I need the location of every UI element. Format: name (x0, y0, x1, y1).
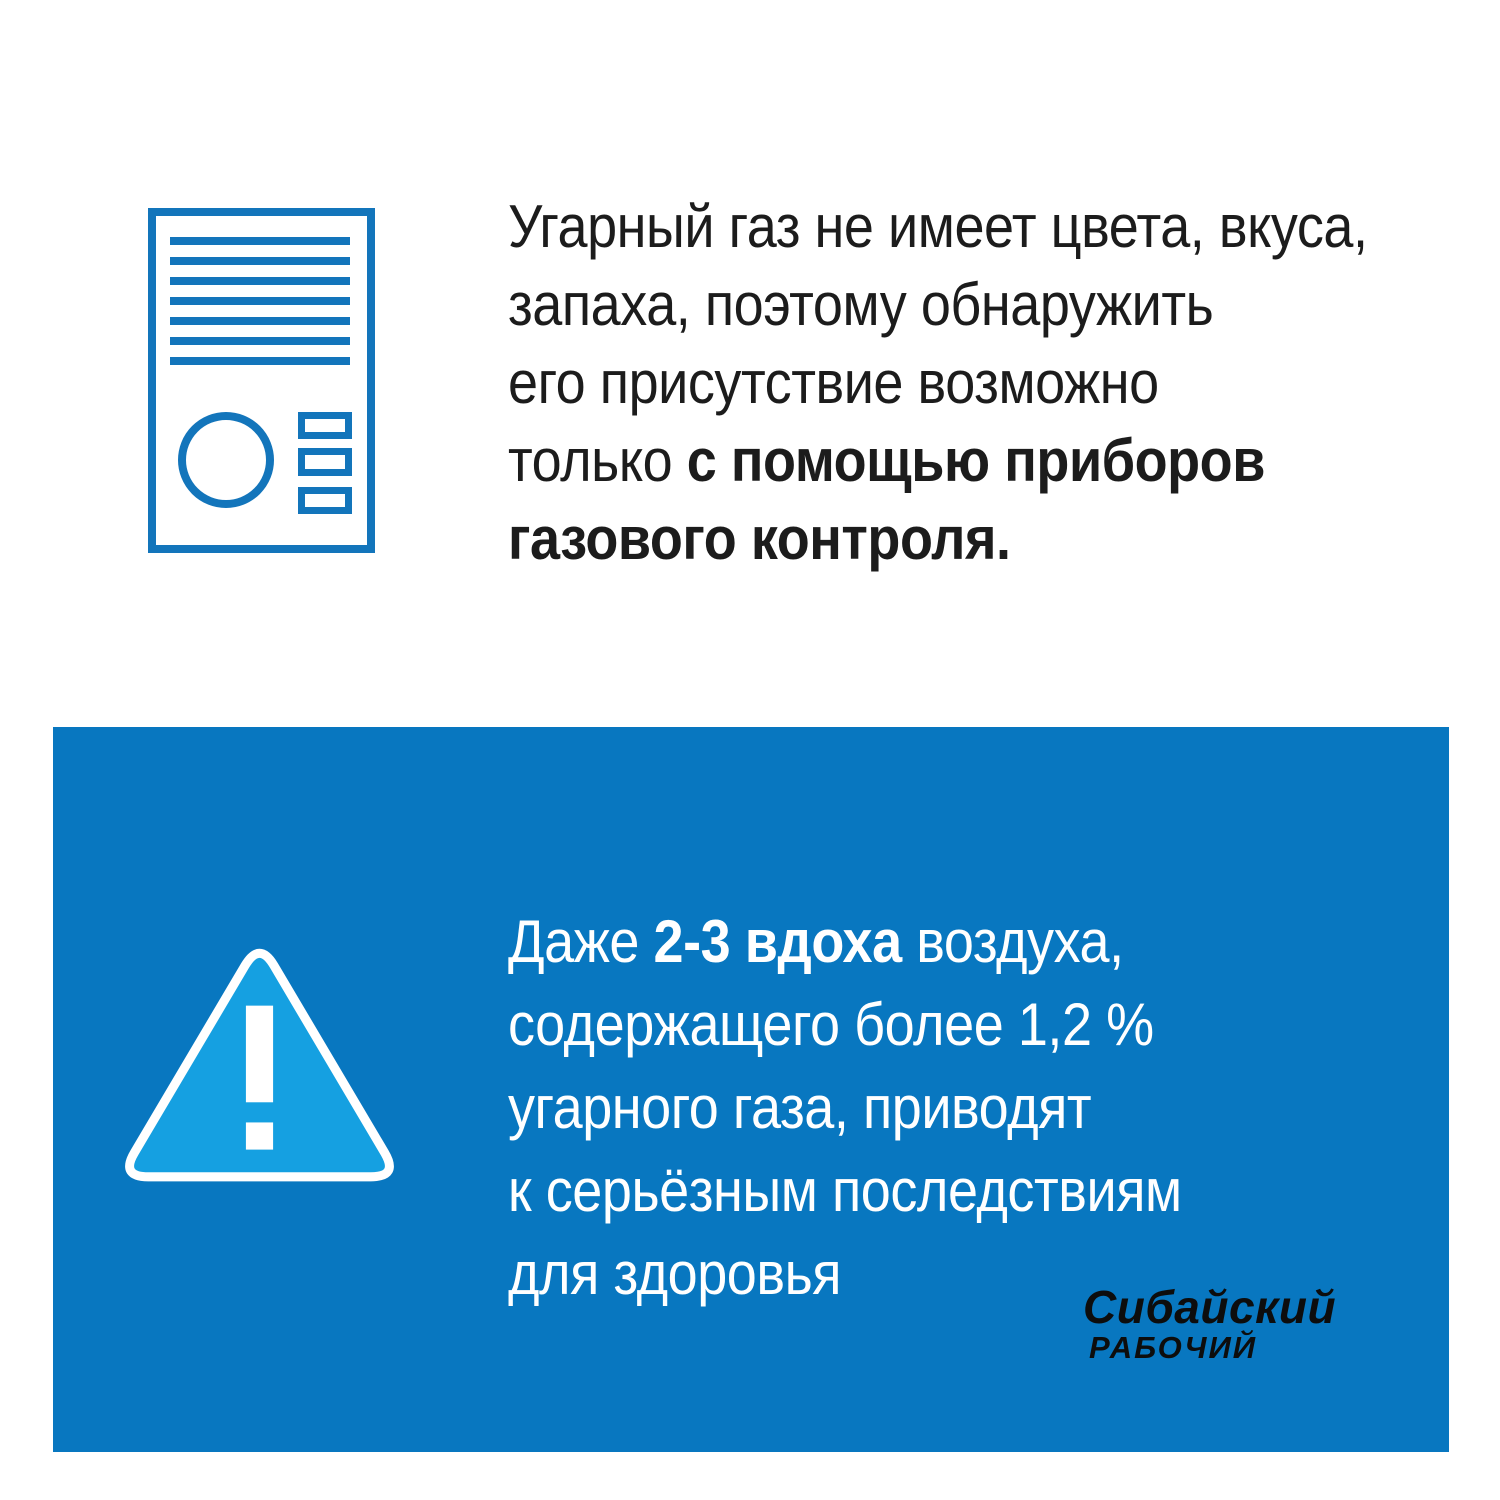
top-paragraph (508, 188, 1498, 578)
logo-line-1: Сибайский (1083, 1281, 1337, 1333)
text-run: запаха, поэтому обнаружить (508, 271, 1214, 338)
text-run: угарного газа, приводят (508, 1074, 1092, 1141)
text-run: только (508, 427, 687, 494)
top-paragraph-line (508, 500, 1498, 578)
warning-exclamation-icon (111, 927, 408, 1191)
text-run: Угарный газ не имеет цвета, вкуса, (508, 193, 1368, 260)
logo-line-2: РАБОЧИЙ (1089, 1330, 1258, 1365)
top-paragraph-line (508, 188, 1498, 266)
top-paragraph-line (508, 422, 1498, 500)
top-paragraph-line (508, 344, 1498, 422)
top-paragraph-line (508, 266, 1498, 344)
text-run: его присутствие возможно (508, 349, 1159, 416)
document-report-icon (148, 208, 375, 553)
text-run: содержащего более 1,2 % (508, 991, 1154, 1058)
text-run-bold: газового контроля. (508, 505, 1011, 572)
text-run: воздуха, (901, 908, 1124, 975)
text-run: Даже (508, 908, 654, 975)
warning-panel (53, 727, 1449, 1452)
sibaysky-rabochiy-logo (1083, 1283, 1336, 1364)
panel-paragraph-line (508, 1149, 1408, 1232)
panel-paragraph (508, 900, 1408, 1315)
text-run: для здоровья (508, 1240, 842, 1307)
panel-paragraph-line (508, 983, 1408, 1066)
panel-paragraph-line (508, 1066, 1408, 1149)
text-run-bold: 2-3 вдоха (653, 908, 902, 975)
panel-paragraph-line (508, 900, 1408, 983)
text-run-bold: с помощью приборов (686, 427, 1265, 494)
text-run: к серьёзным последствиям (508, 1157, 1182, 1224)
